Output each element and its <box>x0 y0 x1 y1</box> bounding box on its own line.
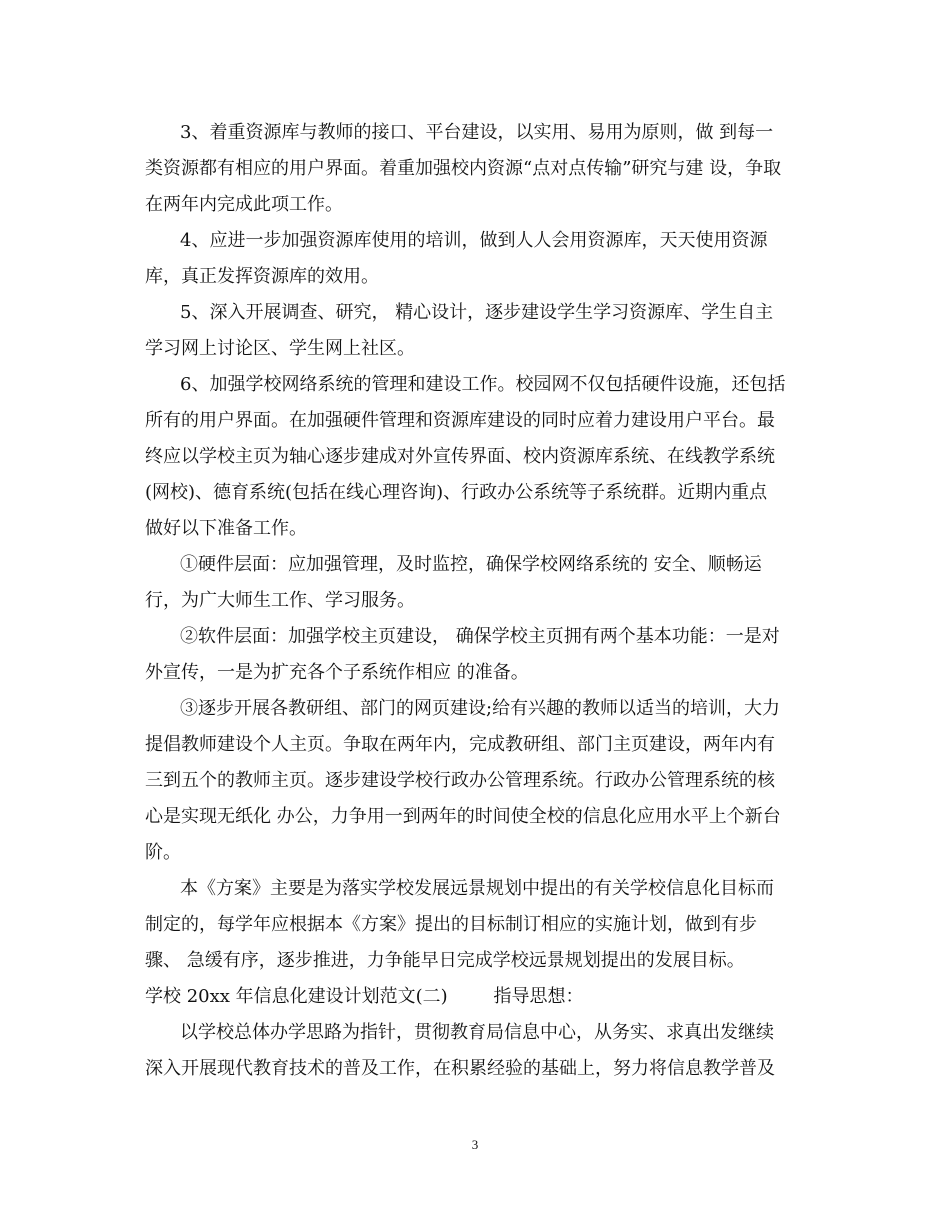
text-line: 三到五个的教师主页。逐步建设学校行政办公管理系统。行政办公管理系统的核 <box>145 770 775 791</box>
text-line: 骤、 急缓有序，逐步推进，力争能早日完成学校远景规划提出的发展目标。 <box>145 950 745 971</box>
text-line: 3、着重资源库与教师的接口、平台建设，以实用、易用为原则，做 到每一 <box>180 122 774 143</box>
text-line: 深入开展现代教育技术的普及工作，在积累经验的基础上，努力将信息教学普及 <box>145 1058 775 1079</box>
text-line: 5、深入开展调查、研究， 精心设计，逐步建设学生学习资源库、学生自主 <box>180 302 774 323</box>
text-line: 提倡教师建设个人主页。争取在两年内，完成教研组、部门主页建设，两年内有 <box>145 734 775 755</box>
page-number: 3 <box>471 1137 479 1152</box>
text-line: 终应以学校主页为轴心逐步建成对外宣传界面、校内资源库系统、在线教学系统 <box>145 446 775 467</box>
text-line: 库，真正发挥资源库的效用。 <box>145 266 379 287</box>
text-line: ③逐步开展各教研组、部门的网页建设;给有兴趣的教师以适当的培训，大力 <box>180 698 781 719</box>
text-line: ①硬件层面：应加强管理，及时监控，确保学校网络系统的 安全、顺畅运 <box>180 554 762 575</box>
text-line: 本《方案》主要是为落实学校发展远景规划中提出的有关学校信息化目标而 <box>180 878 774 899</box>
text-line: 类资源都有相应的用户界面。着重加强校内资源“点对点传输”研究与建 设，争取 <box>145 158 782 179</box>
text-line: 学习网上讨论区、学生网上社区。 <box>145 338 415 359</box>
text-line: 做好以下准备工作。 <box>145 518 307 539</box>
text-line: 阶。 <box>145 842 181 863</box>
text-line: 所有的用户界面。在加强硬件管理和资源库建设的同时应着力建设用户平台。最 <box>145 410 775 431</box>
text-line: ②软件层面：加强学校主页建设， 确保学校主页拥有两个基本功能：一是对 <box>180 626 780 647</box>
text-line: 6、加强学校网络系统的管理和建设工作。校园网不仅包括硬件设施，还包括 <box>180 374 786 395</box>
text-line: 制定的，每学年应根据本《方案》提出的目标制订相应的实施计划，做到有步 <box>145 914 757 935</box>
text-line: 外宣传，一是为扩充各个子系统作相应 的准备。 <box>145 662 529 683</box>
text-line: 4、应进一步加强资源库使用的培训，做到人人会用资源库，天天使用资源 <box>180 230 768 251</box>
text-line: 在两年内完成此项工作。 <box>145 194 343 215</box>
text-line: (网校)、德育系统(包括在线心理咨询)、行政办公系统等子系统群。近期内重点 <box>145 482 768 503</box>
section-heading-line: 学校 20xx 年信息化建设计划范文(二) 指导思想： <box>145 986 584 1007</box>
text-line: 以学校总体办学思路为指针，贯彻教育局信息中心，从务实、求真出发继续 <box>180 1022 774 1043</box>
text-line: 心是实现无纸化 办公，力争用一到两年的时间使全校的信息化应用水平上个新台 <box>145 806 781 827</box>
text-line: 行，为广大师生工作、学习服务。 <box>145 590 415 611</box>
